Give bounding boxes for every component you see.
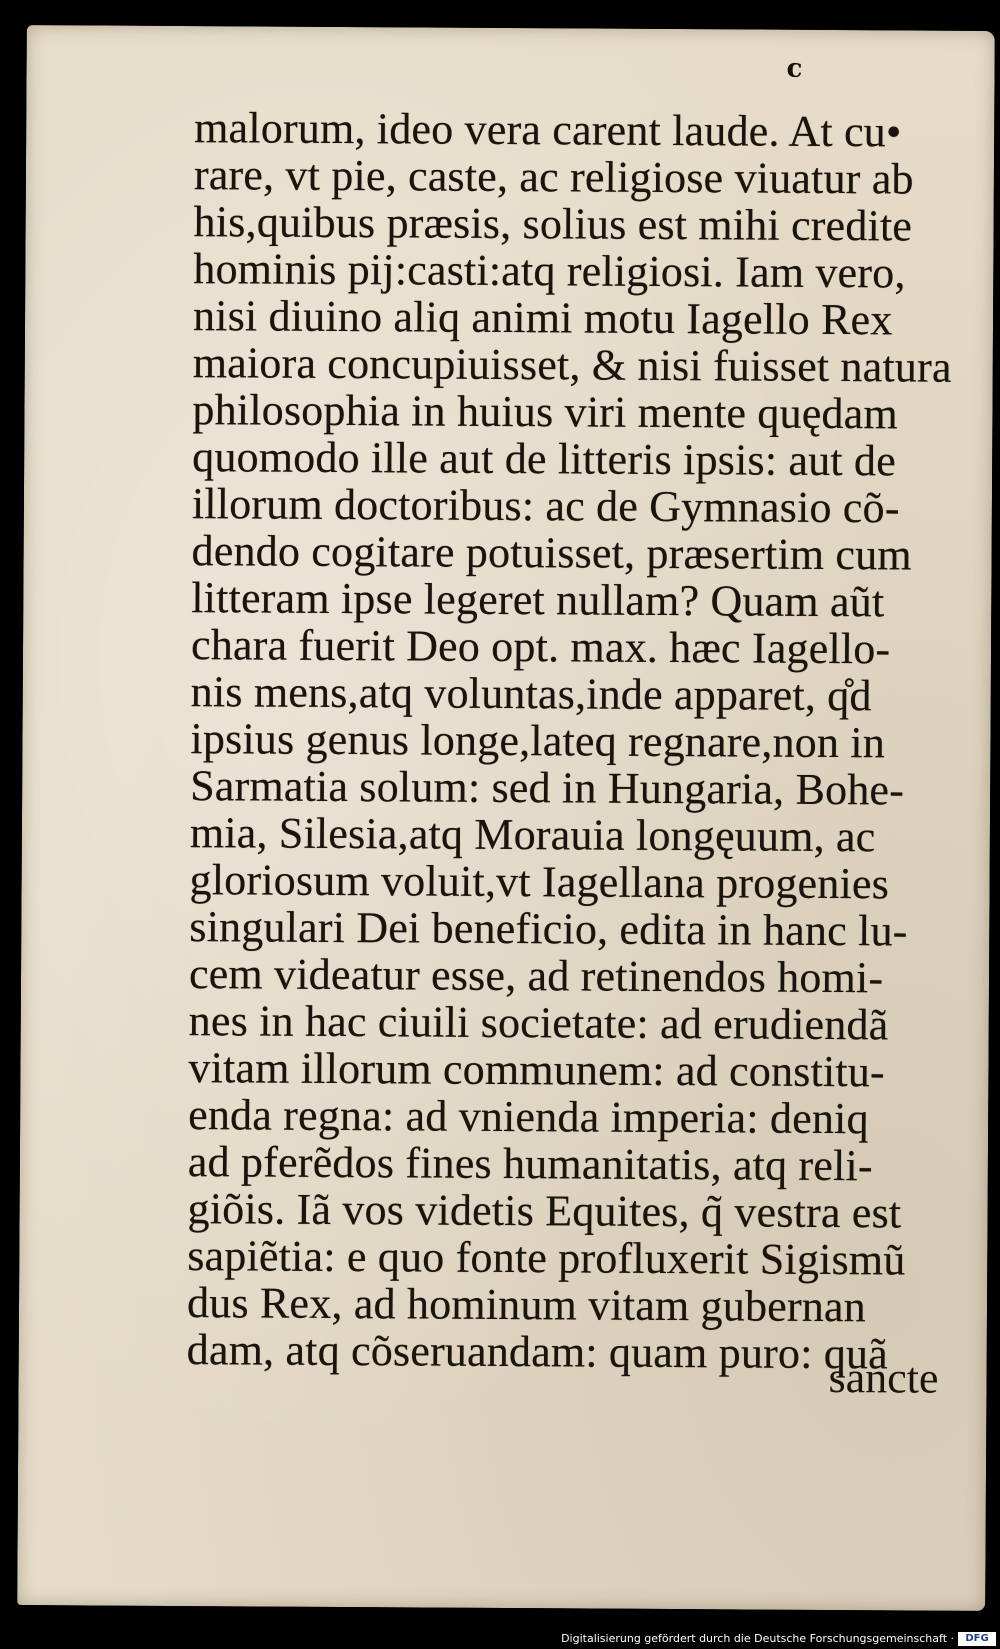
text-line: sapiẽtia: e quo fonte profluxerit Sigismũ — [187, 1231, 906, 1285]
text-line: litteram ipse legeret nullam? Quam aũt — [191, 573, 885, 627]
text-block — [187, 104, 975, 1378]
text-line: nisi diuino aliq animi motu Iagello Rex — [192, 291, 893, 345]
text-line: gloriosum voluit,vt Iagellana progenies — [189, 855, 890, 909]
text-line: maiora concupiuisset, & nisi fuisset natura — [192, 338, 952, 392]
text-line: quomodo ille aut de litteris ipsis: aut de — [192, 432, 897, 486]
text-line: vitam illorum communem: ad constitu- — [188, 1043, 886, 1097]
text-line: illorum doctoribus: ac de Gymnasio cõ- — [191, 479, 900, 533]
text-line: philosophia in huius viri mente quędam — [192, 385, 899, 439]
text-line: cem videatur esse, ad retinendos homi- — [188, 949, 884, 1003]
book-page — [17, 25, 995, 1611]
funding-note: Digitalisierung gefördert durch die Deutsche Forschungsgemeinschaft · — [561, 1632, 954, 1645]
text-line: mia, Silesia,atq Morauia longęuum, ac — [189, 808, 876, 862]
folio-mark: c — [786, 53, 803, 84]
text-line: giõis. Iã vos videtis Equites, q̃ vestra est — [187, 1184, 902, 1238]
text-line: ad pferẽdos fines humanitatis, atq reli- — [187, 1137, 873, 1191]
text-line: enda regna: ad vnienda imperia: deniq — [188, 1090, 869, 1144]
dfg-logo: DFG — [958, 1632, 996, 1646]
text-line: Sarmatia solum: sed in Hungaria, Bohe- — [190, 761, 905, 815]
text-line: chara fuerit Deo opt. max. hæc Iagello- — [190, 620, 891, 674]
catchword: sancte — [828, 1352, 939, 1403]
text-line: dus Rex, ad hominum vitam gubernan — [186, 1278, 867, 1332]
text-line: malorum, ideo vera carent laude. At cu• — [194, 103, 902, 157]
text-line: hominis pij:casti:atq religiosi. Iam vero, — [193, 244, 906, 298]
text-line: rare, vt pie, caste, ac religiose viuatur ab — [193, 150, 914, 204]
text-line: his,quibus præsis, solius est mihi credite — [193, 197, 913, 251]
text-line: nes in hac ciuili societate: ad erudiendã — [188, 996, 889, 1050]
text-line: dendo cogitare potuisset, præsertim cum — [191, 526, 912, 580]
text-line: singulari Dei beneficio, edita in hanc lu- — [189, 902, 908, 956]
text-line: ipsius genus longe,lateq regnare,non in — [190, 714, 886, 768]
text-line: dam, atq cõseruandam: quam puro: quã — [186, 1325, 889, 1379]
text-line: nis mens,atq voluntas,inde apparet, q̊d — [190, 667, 872, 721]
